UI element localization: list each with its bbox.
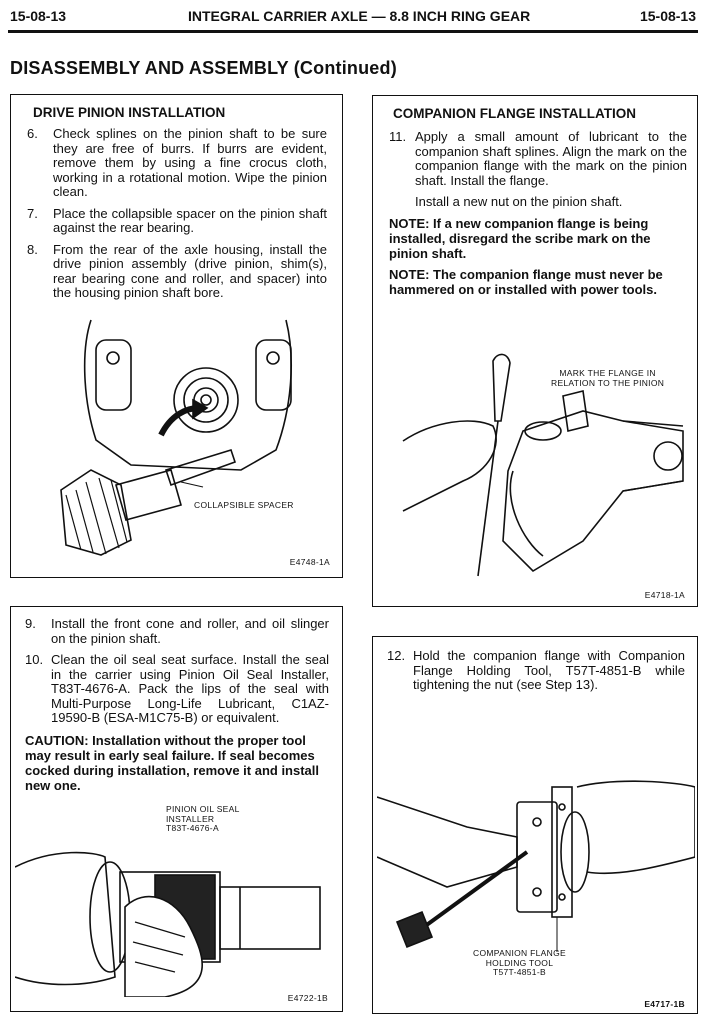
drive-pinion-heading: DRIVE PINION INSTALLATION <box>33 105 226 120</box>
figure-id: E4722-1B <box>287 993 328 1003</box>
figure-id: E4718-1A <box>644 590 685 600</box>
holding-tool-steps <box>387 649 685 700</box>
step-item: 6. Check splines on the pinion shaft to be sure they are free of burrs. If burrs are evident, remove them by using a fine crocus cloth, working in a rotational motion. Wipe the pinion clean. <box>27 126 327 199</box>
companion-flange-steps <box>389 130 687 297</box>
holding-tool-illustration <box>377 767 695 957</box>
collapsible-spacer-callout: COLLAPSIBLE SPACER <box>194 500 294 510</box>
figure-id: E4717-1B <box>644 999 685 1009</box>
drive-pinion-steps <box>27 127 327 308</box>
holding-tool-callout: COMPANION FLANGE HOLDING TOOL T57T-4851-B <box>473 948 566 977</box>
running-title: INTEGRAL CARRIER AXLE — 8.8 INCH RING GEAR <box>188 8 531 24</box>
step-item: 7. Place the collapsible spacer on the pinion shaft against the rear bearing. <box>27 205 327 235</box>
header-rule <box>8 30 698 33</box>
section-title: DISASSEMBLY AND ASSEMBLY (Continued) <box>10 58 397 78</box>
oil-seal-panel <box>10 606 343 1012</box>
note-no-hammer: NOTE: The companion flange must never be hammered on or installed with power tools. <box>389 266 663 297</box>
page-number-right: 15-08-13 <box>639 8 696 24</box>
drive-pinion-panel <box>10 94 343 578</box>
oil-seal-illustration <box>15 827 337 997</box>
step-item: 10. Clean the oil seal seat surface. Install the seal in the carrier using Pinion Oil Seal Installer, T83T-4676-A. Pack the lips of the seal with Multi-Purpose Long-Life Lubricant, C1AZ-19590-B (ESA-M1C75-B) or equivalent. <box>25 652 329 725</box>
companion-flange-heading: COMPANION FLANGE INSTALLATION <box>393 106 636 121</box>
seal-installer-callout: PINION OIL SEAL INSTALLER T83T-4676-A <box>166 804 240 833</box>
step-item: 12. Hold the companion flange with Companion Flange Holding Tool, T57T-4851-B while tightening the nut (see Step 13). <box>387 648 685 692</box>
step-item: 8. From the rear of the axle housing, install the drive pinion assembly (drive pinion, shim(s), rear bearing cone and roller, and spacer) into the housing pinion shaft bore. <box>27 241 327 300</box>
step-item: 9. Install the front cone and roller, and oil slinger on the pinion shaft. <box>25 616 329 646</box>
drive-pinion-illustration <box>21 310 333 560</box>
figure-id: E4748-1A <box>289 557 330 567</box>
page-number-left: 15-08-13 <box>10 8 67 24</box>
install-nut-text: Install a new nut on the pinion shaft. <box>415 194 623 209</box>
caution-text: CAUTION: Installation without the proper tool may result in early seal failure. If seal becomes cocked during installation, remove it and install new one. <box>25 732 320 793</box>
oil-seal-steps <box>25 617 329 793</box>
note-new-flange: NOTE: If a new companion flange is being installed, disregard the scribe mark on the pinion shaft. <box>389 215 651 261</box>
holding-tool-panel <box>372 636 698 1014</box>
mark-flange-callout: MARK THE FLANGE IN RELATION TO THE PINION <box>551 368 665 388</box>
step-item: 11. Apply a small amount of lubricant to the companion shaft splines. Align the mark on the companion flange with the mark on the pinion shaft. Install the flange. <box>389 129 687 188</box>
companion-flange-panel <box>372 95 698 607</box>
